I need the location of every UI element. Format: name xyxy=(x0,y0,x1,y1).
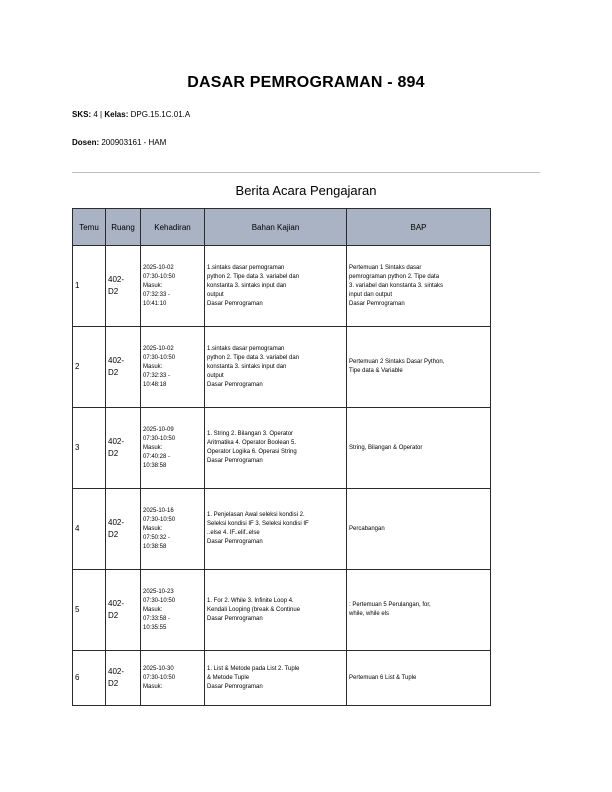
bahan-kajian-cell: 1.sintaks dasar pemograman python 2. Tipe data 3. variabel dan konstanta 3. sintaks input dan output Dasar Pemrograman xyxy=(205,327,347,408)
meta-separator: | xyxy=(100,110,103,119)
bahan-kajian-cell: 1. List & Metode pada List 2. Tuple & Metode Tuple Dasar Pemrograman xyxy=(205,651,347,706)
header-temu: Temu xyxy=(73,209,106,246)
bahan-kajian-cell: 1. String 2. Bilangan 3. Operator Aritmatika 4. Operator Boolean 5. Operator Logika 6. Operasi String Dasar Pemrograman xyxy=(205,408,347,489)
bap-cell: Pertemuan 1 Sintaks dasar pemrograman python 2. Tipe data 3. variabel dan konstanta 3. sintaks input dan output Dasar Pemrograman xyxy=(347,246,491,327)
bap-cell: Percabangan xyxy=(347,489,491,570)
header-bap: BAP xyxy=(347,209,491,246)
kehadiran-cell: 2025-10-02 07:30-10:50 Masuk: 07:32:33 - 10:41:10 xyxy=(141,246,205,327)
sks-kelas-line xyxy=(72,110,190,119)
kehadiran-cell: 2025-10-30 07:30-10:50 Masuk: xyxy=(141,651,205,706)
ruang-cell: 402- D2 xyxy=(106,570,141,651)
sks-value: 4 xyxy=(93,110,98,119)
ruang-cell: 402- D2 xyxy=(106,246,141,327)
temu-cell: 2 xyxy=(73,327,106,408)
table-row xyxy=(73,246,491,327)
ruang-cell: 402- D2 xyxy=(106,408,141,489)
table-row xyxy=(73,489,491,570)
header-bahan-kajian: Bahan Kajian xyxy=(205,209,347,246)
kehadiran-cell: 2025-10-23 07:30-10:50 Masuk: 07:33:58 - 10:35:55 xyxy=(141,570,205,651)
bap-table xyxy=(72,208,491,706)
bahan-kajian-cell: 1.sintaks dasar pemograman python 2. Tipe data 3. variabel dan konstanta 3. sintaks input dan output Dasar Pemrograman xyxy=(205,246,347,327)
table-row xyxy=(73,570,491,651)
ruang-cell: 402- D2 xyxy=(106,651,141,706)
table-header-row xyxy=(73,209,491,246)
sks-label: SKS: xyxy=(72,110,92,119)
temu-cell: 6 xyxy=(73,651,106,706)
kehadiran-cell: 2025-10-02 07:30-10:50 Masuk: 07:32:33 - 10:48:18 xyxy=(141,327,205,408)
bap-cell: : Pertemuan 5 Perulangan, for, while, while els xyxy=(347,570,491,651)
header-ruang: Ruang xyxy=(106,209,141,246)
ruang-cell: 402- D2 xyxy=(106,489,141,570)
kelas-label: Kelas: xyxy=(104,110,129,119)
kehadiran-cell: 2025-10-16 07:30-10:50 Masuk: 07:50:32 - 10:38:58 xyxy=(141,489,205,570)
section-title: Berita Acara Pengajaran xyxy=(235,183,377,198)
dosen-value: 200903161 - HAM xyxy=(101,138,167,147)
bap-cell: String, Bilangan & Operator xyxy=(347,408,491,489)
table-row xyxy=(73,327,491,408)
header-kehadiran: Kehadiran xyxy=(141,209,205,246)
bap-cell: Pertemuan 2 Sintaks Dasar Python, Tipe data & Variable xyxy=(347,327,491,408)
kelas-value: DPG.15.1C.01.A xyxy=(130,110,191,119)
bap-cell: Pertemuan 6 List & Tuple xyxy=(347,651,491,706)
divider xyxy=(72,172,540,173)
dosen-label: Dosen: xyxy=(72,138,100,147)
table-row xyxy=(73,408,491,489)
temu-cell: 5 xyxy=(73,570,106,651)
temu-cell: 1 xyxy=(73,246,106,327)
temu-cell: 3 xyxy=(73,408,106,489)
document-title: DASAR PEMROGRAMAN - 894 xyxy=(187,74,425,91)
temu-cell: 4 xyxy=(73,489,106,570)
bahan-kajian-cell: 1. For 2. While 3. Infinite Loop 4. Kendali Looping (break & Continue Dasar Pemrograman xyxy=(205,570,347,651)
ruang-cell: 402- D2 xyxy=(106,327,141,408)
table-row xyxy=(73,651,491,706)
bahan-kajian-cell: 1. Penjelasan Awal seleksi kondisi 2. Seleksi kondisi IF 3. Seleksi kondisi IF ..else 4. IF..elif..else Dasar Pemrograman xyxy=(205,489,347,570)
kehadiran-cell: 2025-10-09 07:30-10:50 Masuk: 07:40:28 - 10:38:58 xyxy=(141,408,205,489)
dosen-line xyxy=(72,138,166,147)
